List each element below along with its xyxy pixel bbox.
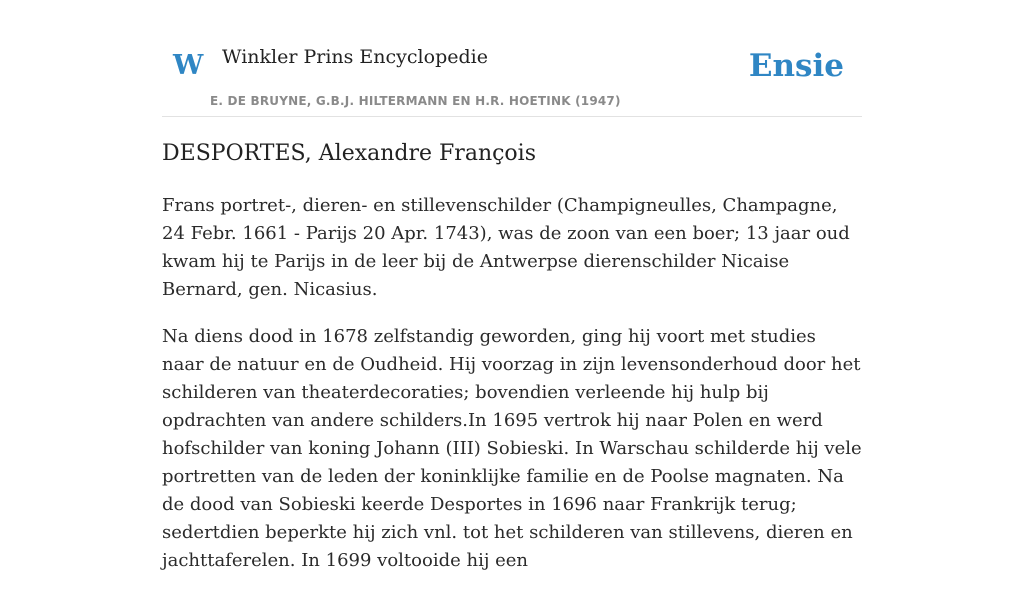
article-paragraph: Frans portret-, dieren- en stillevenschilder (Champigneulles, Champagne, 24 Febr. 1661 - Parijs 20 Apr. 1743), was de zoon van een boer; 13 jaar oud kwam hij te Parijs in de leer bij de Antwerpse dierenschilder Nicaise Bernard, gen. Nicasius. [162,195,850,300]
site-header [162,0,862,117]
page [162,0,862,571]
article-body [162,192,862,594]
article-title: DESPORTES, Alexandre François [162,141,536,166]
site-title[interactable]: Winkler Prins Encyclopedie [222,46,488,68]
edition-credits: E. DE BRUYNE, G.B.J. HILTERMANN EN H.R. HOETINK (1947) [210,94,621,108]
logo-w-icon[interactable]: W [173,50,204,81]
brand-logo[interactable]: Ensie [748,48,844,84]
article-paragraph: Na diens dood in 1678 zelfstandig geworden, ging hij voort met studies naar de natuur en de Oudheid. Hij voorzag in zijn levensonderhoud door het schilderen van theaterdecoraties; bovendien verleende hij hulp bij opdrachten van andere schilders.In 1695 vertrok hij naar Polen en werd hofschilder van koning Johann (III) Sobieski. In Warschau schilderde hij vele portretten van de leden der koninklijke familie en de Poolse magnaten. Na de dood van Sobieski keerde Desportes in 1696 naar Frankrijk terug; sedertdien beperkte hij zich vnl. tot het schilderen van stillevens, dieren en jachttaferelen. In 1699 voltooide hij een [162,326,862,571]
